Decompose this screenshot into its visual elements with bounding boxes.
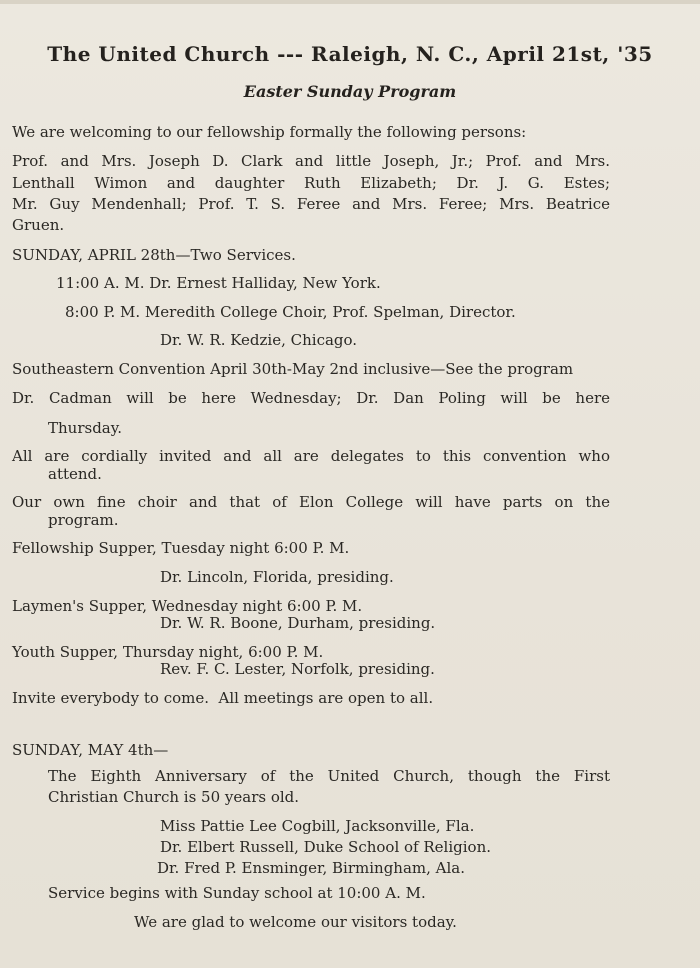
convention-line-4a: Our own fine choir and that of Elon College will have parts on the <box>12 493 610 511</box>
anniversary-line-1: The Eighth Anniversary of the United Church, though the First <box>48 767 610 785</box>
guest-2: Dr. Elbert Russell, Duke School of Religion. <box>160 838 491 856</box>
welcome-names-line-1: Prof. and Mrs. Joseph D. Clark and little Joseph, Jr.; Prof. and Mrs. <box>12 152 610 170</box>
page-title: The United Church --- Raleigh, N. C., April 21st, '35 <box>47 42 653 66</box>
welcome-names-line-4: Gruen. <box>12 216 65 234</box>
convention-line-4b: program. <box>48 511 119 529</box>
guest-1: Miss Pattie Lee Cogbill, Jacksonville, Fla. <box>160 817 475 835</box>
convention-line-3a: All are cordially invited and all are delegates to this convention who <box>12 447 610 465</box>
april28-heading: SUNDAY, APRIL 28th—Two Services. <box>12 246 296 264</box>
welcome-names-line-3: Mr. Guy Mendenhall; Prof. T. S. Feree and Mrs. Feree; Mrs. Beatrice <box>12 195 610 213</box>
april28-service-2: 8:00 P. M. Meredith College Choir, Prof. Spelman, Director. <box>65 303 516 321</box>
youth-presiding: Rev. F. C. Lester, Norfolk, presiding. <box>160 660 435 678</box>
closing-line: We are glad to welcome our visitors today. <box>134 913 457 931</box>
welcome-intro: We are welcoming to our fellowship formally the following persons: <box>12 123 527 141</box>
convention-line-3b: attend. <box>48 465 102 483</box>
anniversary-line-2: Christian Church is 50 years old. <box>48 788 300 806</box>
april28-service-1: 11:00 A. M. Dr. Ernest Halliday, New York. <box>56 274 381 292</box>
page-subtitle: Easter Sunday Program <box>243 82 457 101</box>
guest-3: Dr. Fred P. Ensminger, Birmingham, Ala. <box>157 859 466 877</box>
fellowship-presiding: Dr. Lincoln, Florida, presiding. <box>160 568 394 586</box>
laymen-presiding: Dr. W. R. Boone, Durham, presiding. <box>160 614 436 632</box>
service-begins: Service begins with Sunday school at 10:00 A. M. <box>48 884 426 902</box>
may4-heading: SUNDAY, MAY 4th— <box>12 741 169 759</box>
convention-line-2b: Thursday. <box>48 419 122 437</box>
laymen-supper: Laymen's Supper, Wednesday night 6:00 P. M. <box>12 597 363 615</box>
youth-supper: Youth Supper, Thursday night, 6:00 P. M. <box>12 643 324 661</box>
convention-line-2a: Dr. Cadman will be here Wednesday; Dr. Dan Poling will be here <box>12 389 610 407</box>
invite-line: Invite everybody to come. All meetings are open to all. <box>12 689 434 707</box>
welcome-names-line-2: Lenthall Wimon and daughter Ruth Elizabeth; Dr. J. G. Estes; <box>12 174 610 192</box>
fellowship-supper: Fellowship Supper, Tuesday night 6:00 P. M. <box>12 539 350 557</box>
april28-service-2-speaker: Dr. W. R. Kedzie, Chicago. <box>160 331 358 349</box>
paper-edge <box>0 0 700 4</box>
convention-line-1: Southeastern Convention April 30th-May 2nd inclusive—See the program <box>12 360 574 378</box>
